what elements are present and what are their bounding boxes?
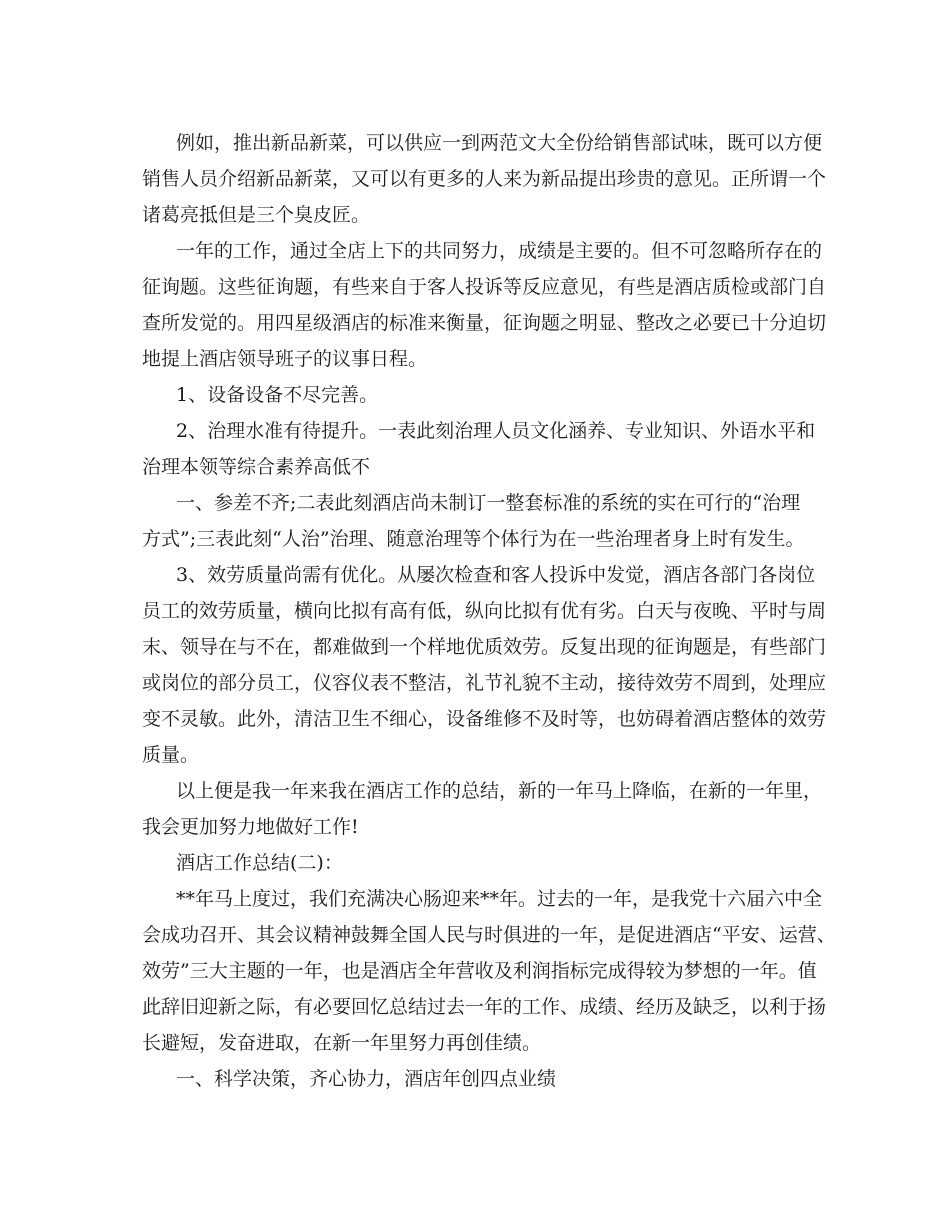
paragraph-line: 方式”;三表此刻“人治”治理、随意治理等个体行为在一些治理者身上时有发生。 <box>142 528 805 550</box>
list-item: 3、效劳质量尚需有优化。从屡次检查和客人投诉中发觉，酒店各部门各岗位 <box>176 564 816 586</box>
paragraph-line: 一、参差不齐;二表此刻酒店尚未制订一整套标准的系统的实在可行的“治理 <box>176 492 801 514</box>
paragraph-line: 我会更加努力地做好工作! <box>142 816 359 838</box>
paragraph-line: **年马上度过，我们充满决心肠迎来**年。过去的一年，是我党十六届六中全 <box>176 888 823 910</box>
paragraph-line: 征询题。这些征询题，有些来自于客人投诉等反应意见，有些是酒店质检或部门自 <box>142 276 827 298</box>
section-heading: 一、科学决策，齐心协力，酒店年创四点业绩 <box>176 1068 557 1090</box>
paragraph-line: 长避短，发奋进取，在新一年里努力再创佳绩。 <box>142 1032 542 1054</box>
paragraph-line: 员工的效劳质量，横向比拟有高有低，纵向比拟有优有劣。白天与夜晚、平时与周 <box>142 600 827 622</box>
list-item: 1、设备设备不尽完善。 <box>176 384 379 406</box>
paragraph-line: 或岗位的部分员工，仪容仪表不整洁，礼节礼貌不主动，接待效劳不周到，处理应 <box>142 672 827 694</box>
paragraph-line: 一年的工作，通过全店上下的共同努力，成绩是主要的。但不可忽略所存在的 <box>176 240 823 262</box>
paragraph-line: 效劳”三大主题的一年，也是酒店全年营收及利润指标完成得较为梦想的一年。值 <box>142 960 817 982</box>
section-heading: 酒店工作总结(二)： <box>176 852 343 874</box>
list-item: 2、治理水准有待提升。一表此刻治理人员文化涵养、专业知识、外语水平和 <box>176 420 816 442</box>
paragraph-line: 例如，推出新品新菜，可以供应一到两范文大全份给销售部试味，既可以方便 <box>176 132 823 154</box>
paragraph-line: 治理本领等综合素养高低不 <box>142 456 371 478</box>
paragraph-line: 地提上酒店领导班子的议事日程。 <box>142 348 428 370</box>
paragraph-line: 变不灵敏。此外，清洁卫生不细心，设备维修不及时等，也妨碍着酒店整体的效劳 <box>142 708 827 730</box>
paragraph-line: 以上便是我一年来我在酒店工作的总结，新的一年马上降临，在新的一年里， <box>176 780 823 802</box>
paragraph-line: 会成功召开、其会议精神鼓舞全国人民与时俱进的一年，是促进酒店“平安、运营、 <box>142 924 836 946</box>
paragraph-line: 质量。 <box>142 744 200 766</box>
paragraph-line: 销售人员介绍新品新菜，又可以有更多的人来为新品提出珍贵的意见。正所谓一个 <box>142 168 827 190</box>
paragraph-line: 查所发觉的。用四星级酒店的标准来衡量，征询题之明显、整改之必要已十分迫切 <box>142 312 827 334</box>
paragraph-line: 此辞旧迎新之际，有必要回忆总结过去一年的工作、成绩、经历及缺乏，以利于扬 <box>142 996 827 1018</box>
paragraph-line: 末、领导在与不在，都难做到一个样地优质效劳。反复出现的征询题是，有些部门 <box>142 636 827 658</box>
paragraph-line: 诸葛亮抵但是三个臭皮匠。 <box>142 204 371 226</box>
